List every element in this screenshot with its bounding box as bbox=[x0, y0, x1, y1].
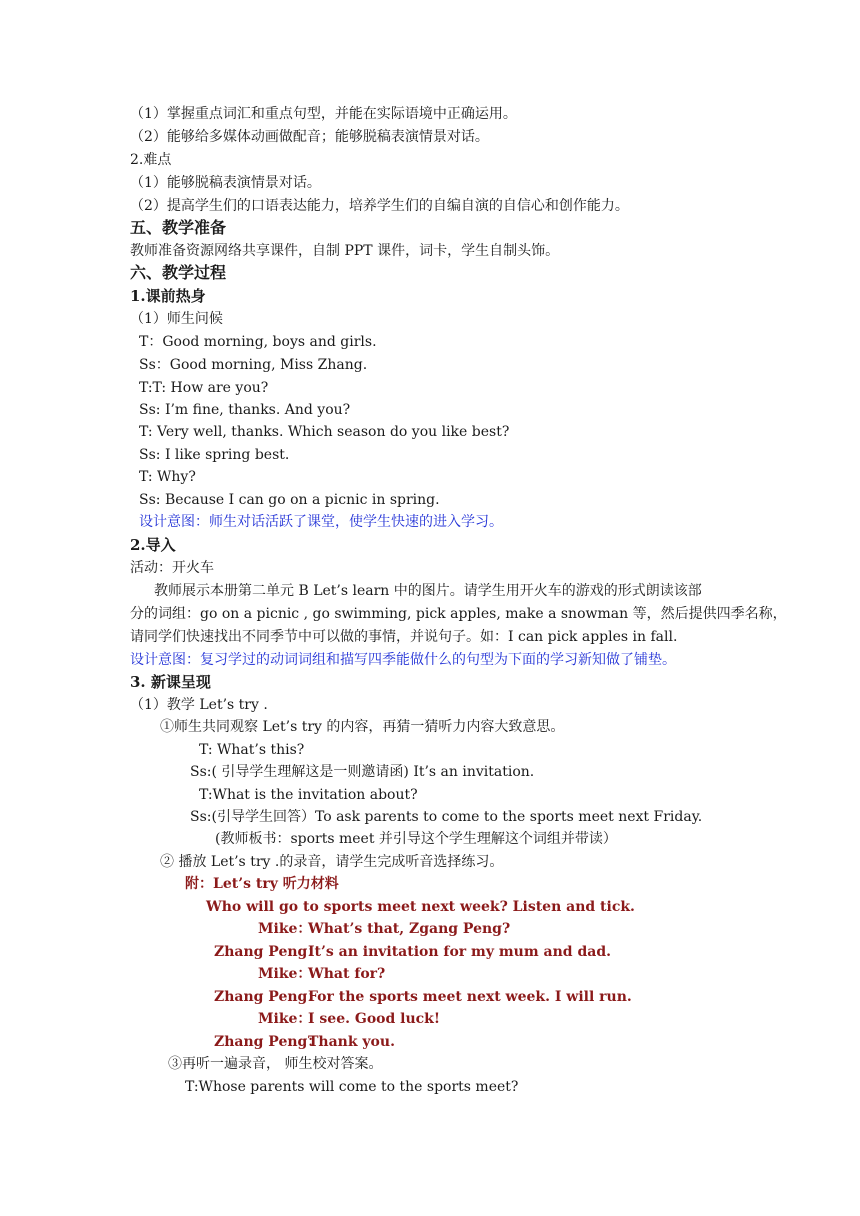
dialogue-line: Ss:(引导学生回答）To ask parents to come to the sports meet next Friday. bbox=[190, 809, 703, 825]
speaker-label: Mike： bbox=[258, 921, 312, 937]
script-line: It’s an invitation for my mum and dad. bbox=[308, 944, 611, 960]
greeting-label: （1）师生问候 bbox=[130, 311, 223, 327]
difficulty-2: （2）提高学生们的口语表达能力，培养学生们的自编自演的自信心和创作能力。 bbox=[130, 198, 629, 214]
dialogue-line: T：Good morning, boys and girls. bbox=[139, 334, 377, 350]
dialogue-line: Ss:( 引导学生理解这是一则邀请函) It’s an invitation. bbox=[190, 764, 535, 780]
script-line: Thank you. bbox=[308, 1034, 395, 1050]
subheading-new-lesson: 3. 新课呈现 bbox=[130, 673, 211, 691]
step-1: ①师生共同观察 Let’s try 的内容，再猜一猜听力内容大致意思。 bbox=[160, 719, 565, 735]
speaker-label: Mike： bbox=[258, 966, 312, 982]
subheading-warmup: 1.课前热身 bbox=[130, 287, 206, 305]
dialogue-line: Ss: Because I can go on a picnic in spring. bbox=[139, 492, 440, 508]
step-3: ③再听一遍录音， 师生校对答案。 bbox=[168, 1056, 383, 1072]
preparation-text: 教师准备资源网络共享课件，自制 PPT 课件，词卡，学生自制头饰。 bbox=[130, 243, 560, 259]
design-intent-1: 设计意图：师生对话活跃了课堂，使学生快速的进入学习。 bbox=[139, 514, 503, 530]
design-intent-2: 设计意图：复习学过的动词词组和描写四季能做什么的句型为下面的学习新知做了铺垫。 bbox=[130, 652, 676, 668]
board-note: (教师板书：sports meet 并引导这个学生理解这个词组并带读） bbox=[215, 831, 617, 847]
activity-label: 活动：开火车 bbox=[130, 560, 214, 576]
subheading-intro: 2.导入 bbox=[130, 536, 176, 554]
dialogue-line: Ss：Good morning, Miss Zhang. bbox=[139, 357, 368, 373]
teach-lets-try: （1）教学 Let’s try . bbox=[130, 697, 268, 713]
speaker-label: Zhang Peng： bbox=[214, 1034, 322, 1050]
listening-question: Who will go to sports meet next week? Listen and tick. bbox=[206, 899, 635, 915]
dialogue-line: T:What is the invitation about? bbox=[199, 787, 418, 803]
key-point-1: （1）掌握重点词汇和重点句型，并能在实际语境中正确运用。 bbox=[130, 106, 517, 122]
dialogue-line: T: Very well, thanks. Which season do you like best? bbox=[139, 424, 510, 440]
dialogue-line: T:T: How are you? bbox=[139, 380, 269, 396]
speaker-label: Zhang Peng： bbox=[214, 944, 322, 960]
listening-material-title: 附：Let’s try 听力材料 bbox=[185, 876, 339, 892]
dialogue-line: Ss: I’m fine, thanks. And you? bbox=[139, 402, 351, 418]
section-heading-preparation: 五、教学准备 bbox=[130, 218, 227, 237]
speaker-label: Zhang Peng： bbox=[214, 989, 322, 1005]
script-line: I see. Good luck! bbox=[308, 1011, 441, 1027]
script-line: For the sports meet next week. I will run. bbox=[308, 989, 632, 1005]
speaker-label: Mike： bbox=[258, 1011, 312, 1027]
step-2: ② 播放 Let’s try .的录音，请学生完成听音选择练习。 bbox=[160, 854, 504, 870]
script-line: What’s that, Zgang Peng? bbox=[308, 921, 511, 937]
dialogue-line: T: Why? bbox=[139, 469, 196, 485]
key-point-2: （2）能够给多媒体动画做配音；能够脱稿表演情景对话。 bbox=[130, 129, 489, 145]
section-heading-process: 六、教学过程 bbox=[130, 263, 227, 282]
script-line: What for? bbox=[308, 966, 386, 982]
dialogue-line: T: What’s this? bbox=[199, 742, 305, 758]
intro-paragraph-line-3: 请同学们快速找出不同季节中可以做的事情，并说句子。如：I can pick apples in fall. bbox=[130, 629, 678, 645]
difficulty-heading: 2.难点 bbox=[130, 152, 172, 168]
intro-paragraph-line-2: 分的词组：go on a picnic , go swimming, pick apples, make a snowman 等，然后提供四季名称， bbox=[130, 606, 787, 622]
dialogue-line: T:Whose parents will come to the sports meet? bbox=[185, 1079, 519, 1095]
intro-paragraph-line-1: 教师展示本册第二单元 B Let’s learn 中的图片。请学生用开火车的游戏的形式朗读该部 bbox=[154, 583, 702, 599]
difficulty-1: （1）能够脱稿表演情景对话。 bbox=[130, 175, 321, 191]
dialogue-line: Ss: I like spring best. bbox=[139, 447, 290, 463]
